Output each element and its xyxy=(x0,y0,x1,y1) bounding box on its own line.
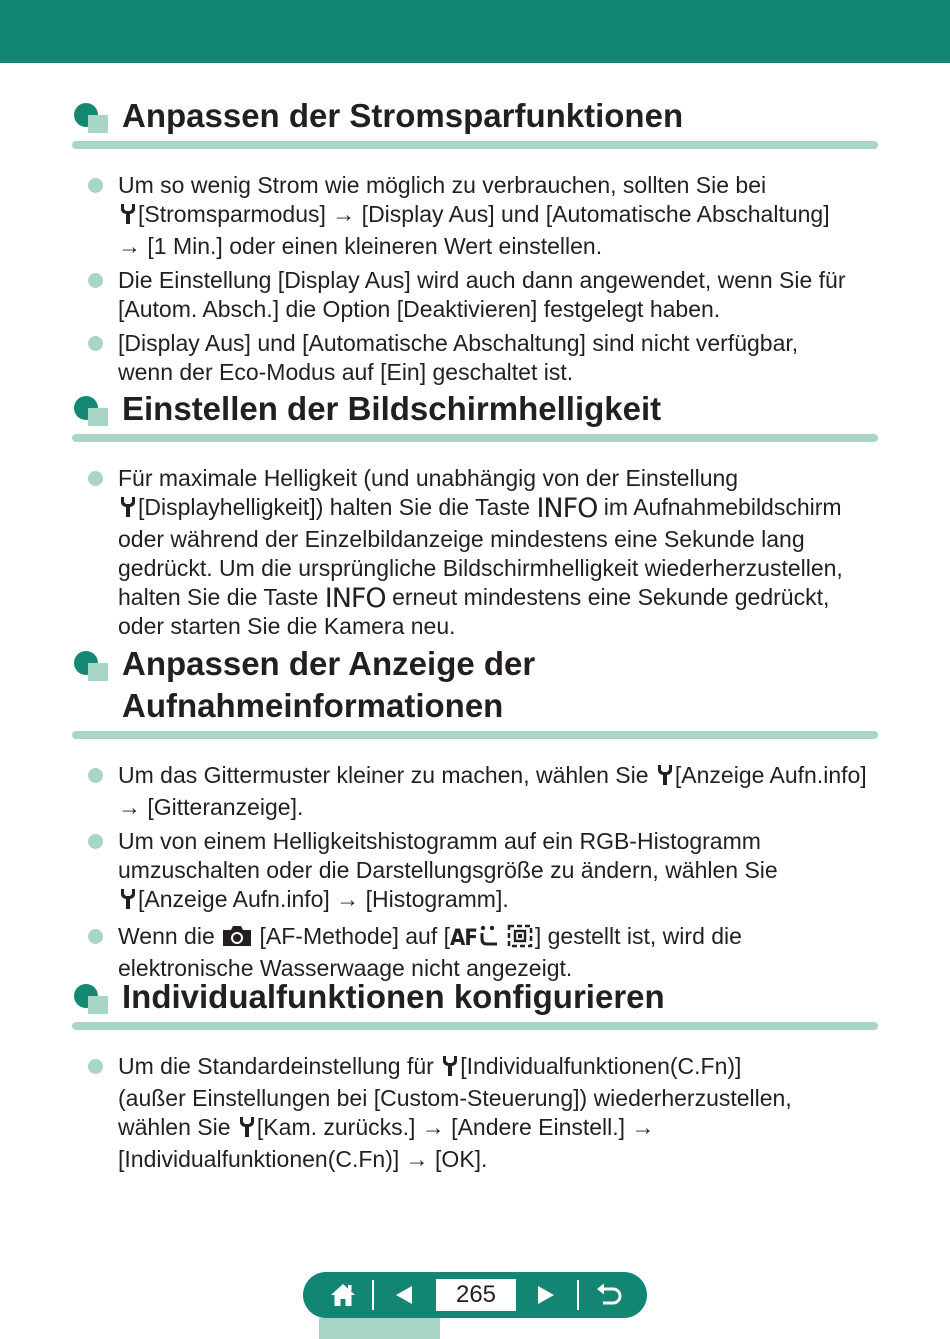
next-page-icon xyxy=(536,1285,556,1305)
text-line xyxy=(118,232,878,261)
bullet-item xyxy=(72,464,878,641)
page-number: 265 xyxy=(436,1279,516,1311)
top-banner xyxy=(0,0,950,63)
text-run: erneut mindestens eine Sekunde gedrückt, xyxy=(385,584,830,610)
page-navigation-bar xyxy=(303,1272,647,1318)
previous-page-button[interactable] xyxy=(374,1272,434,1318)
bullet-item xyxy=(72,329,878,387)
return-icon xyxy=(596,1283,622,1307)
text-run: Die Einstellung [Display Aus] wird auch dann angewendet, wenn Sie für xyxy=(118,267,846,293)
text-line xyxy=(118,885,878,917)
bullet-item xyxy=(72,922,878,983)
bullet-item xyxy=(72,266,878,324)
text-line xyxy=(118,464,878,493)
heading-marker-icon xyxy=(72,984,112,1014)
text-run: umzuschalten oder die Darstellungsgröße zu ändern, wählen Sie xyxy=(118,857,778,883)
wrench-icon xyxy=(655,764,675,793)
wrench-icon xyxy=(118,496,138,525)
text-line xyxy=(118,554,878,583)
bullet-dot-icon xyxy=(88,178,103,193)
text-run: gedrückt. Um die ursprüngliche Bildschirmhelligkeit wiederherzustellen, xyxy=(118,555,843,581)
section-heading xyxy=(72,643,878,727)
section-heading xyxy=(72,388,878,430)
text-line xyxy=(118,493,878,525)
text-line xyxy=(118,266,878,295)
text-run: Um so wenig Strom wie möglich zu verbrauchen, sollten Sie bei xyxy=(118,172,767,198)
text-line xyxy=(118,1052,878,1084)
text-run: [Stromsparmodus] → [Display Aus] und [Automatische Abschaltung] xyxy=(138,201,830,227)
bullet-dot-icon xyxy=(88,834,103,849)
text-run: → [1 Min.] oder einen kleineren Wert einstellen. xyxy=(118,233,603,259)
heading-marker-icon xyxy=(72,651,112,681)
text-run: Wenn die xyxy=(118,923,222,949)
section xyxy=(72,643,878,988)
info-button-icon: INFO xyxy=(324,583,386,614)
home-icon xyxy=(329,1282,357,1308)
home-button[interactable] xyxy=(313,1272,373,1318)
text-line xyxy=(118,171,878,200)
camera-icon xyxy=(221,925,253,954)
bullet-list xyxy=(72,171,878,387)
section xyxy=(72,388,878,646)
bullet-item xyxy=(72,761,878,822)
text-run: Um das Gittermuster kleiner zu machen, wählen Sie xyxy=(118,762,655,788)
bullet-item xyxy=(72,827,878,917)
bullet-list xyxy=(72,464,878,641)
text-run: (außer Einstellungen bei [Custom-Steuerung]) wiederherzustellen, xyxy=(118,1085,792,1111)
text-line xyxy=(118,329,878,358)
heading-line: Aufnahmeinformationen xyxy=(122,687,504,724)
text-run: [Displayhelligkeit]) halten Sie die Taste xyxy=(138,494,537,520)
text-run: oder während der Einzelbildanzeige mindestens eine Sekunde lang xyxy=(118,526,805,552)
heading-marker-icon xyxy=(72,103,112,133)
text-run: [Anzeige Aufn.info] → [Histogramm]. xyxy=(138,886,509,912)
text-line xyxy=(118,295,878,324)
heading-underline xyxy=(72,434,878,442)
text-line xyxy=(118,612,878,641)
text-run: [Autom. Absch.] die Option [Deaktivieren] festgelegt haben. xyxy=(118,296,721,322)
text-line xyxy=(118,793,878,822)
text-run: wenn der Eco-Modus auf [Ein] geschaltet ist. xyxy=(118,359,574,385)
text-run: [Individualfunktionen(C.Fn)] → [OK]. xyxy=(118,1146,488,1172)
bullet-dot-icon xyxy=(88,929,103,944)
af-label: AF xyxy=(450,926,477,951)
text-line xyxy=(118,583,878,612)
wrench-icon xyxy=(440,1055,460,1084)
text-line xyxy=(118,1084,878,1113)
text-run: oder starten Sie die Kamera neu. xyxy=(118,613,456,639)
heading-underline xyxy=(72,1022,878,1030)
info-button-icon: INFO xyxy=(536,493,598,524)
text-line xyxy=(118,761,878,793)
text-run: [Individualfunktionen(C.Fn)] xyxy=(460,1053,742,1079)
text-run: → [Gitteranzeige]. xyxy=(118,794,304,820)
return-button[interactable] xyxy=(579,1272,639,1318)
heading-line: Individualfunktionen konfigurieren xyxy=(122,978,665,1015)
text-line xyxy=(118,922,878,954)
text-line xyxy=(118,856,878,885)
text-line xyxy=(118,358,878,387)
heading-line: Anpassen der Stromsparfunktionen xyxy=(122,97,684,134)
heading-underline xyxy=(72,731,878,739)
text-line xyxy=(118,1113,878,1145)
section xyxy=(72,95,878,392)
text-run: [Display Aus] und [Automatische Abschaltung] sind nicht verfügbar, xyxy=(118,330,799,356)
bullet-dot-icon xyxy=(88,1059,103,1074)
wrench-icon xyxy=(237,1116,257,1145)
bullet-list xyxy=(72,1052,878,1174)
bullet-dot-icon xyxy=(88,471,103,486)
heading-marker-icon xyxy=(72,396,112,426)
text-line xyxy=(118,827,878,856)
navigation-tab xyxy=(319,1318,440,1339)
text-run: ] gestellt ist, wird die xyxy=(534,923,742,949)
text-line xyxy=(118,525,878,554)
text-run: Für maximale Helligkeit (und unabhängig von der Einstellung xyxy=(118,465,739,491)
heading-line: Einstellen der Bildschirmhelligkeit xyxy=(122,390,662,427)
text-run: elektronische Wasserwaage nicht angezeigt. xyxy=(118,955,573,981)
text-line xyxy=(118,1145,878,1174)
heading-line: Anpassen der Anzeige der xyxy=(122,645,536,682)
text-run: wählen Sie xyxy=(118,1114,237,1140)
section-heading xyxy=(72,976,878,1018)
text-run: halten Sie die Taste xyxy=(118,584,325,610)
next-page-button[interactable] xyxy=(516,1272,576,1318)
heading-underline xyxy=(72,141,878,149)
text-run: Um die Standardeinstellung für xyxy=(118,1053,441,1079)
wrench-icon xyxy=(118,203,138,232)
text-run: [AF-Methode] auf [ xyxy=(253,923,451,949)
text-run: [Kam. zurücks.] → [Andere Einstell.] → xyxy=(256,1114,655,1140)
af-face-tracking-icon xyxy=(450,924,535,953)
section xyxy=(72,976,878,1179)
bullet-item xyxy=(72,1052,878,1174)
text-run: Um von einem Helligkeitshistogramm auf ein RGB-Histogramm xyxy=(118,828,761,854)
bullet-item xyxy=(72,171,878,261)
bullet-list xyxy=(72,761,878,983)
text-line xyxy=(118,200,878,232)
section-heading xyxy=(72,95,878,137)
bullet-dot-icon xyxy=(88,768,103,783)
previous-page-icon xyxy=(394,1285,414,1305)
wrench-icon xyxy=(118,888,138,917)
bullet-dot-icon xyxy=(88,273,103,288)
text-run: im Aufnahmebildschirm xyxy=(597,494,842,520)
text-run: [Anzeige Aufn.info] xyxy=(674,762,867,788)
bullet-dot-icon xyxy=(88,336,103,351)
